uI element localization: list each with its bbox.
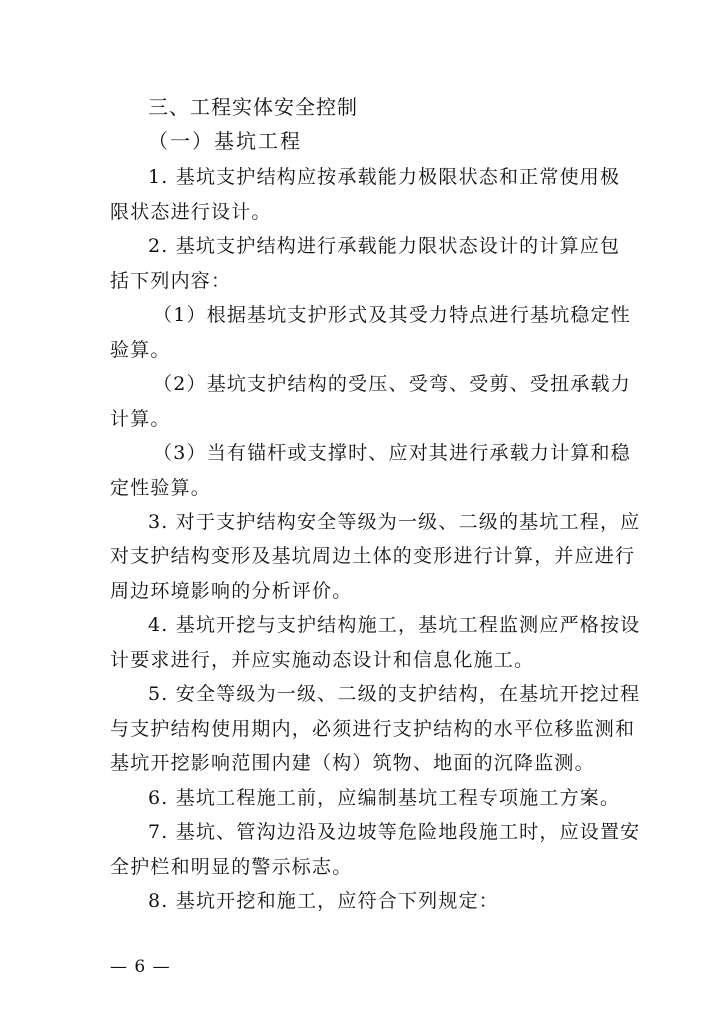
text-line-20: 7. 基坑、管沟边沿及边坡等危险地段施工时，应设置安 bbox=[148, 821, 641, 843]
text-line-22: 8. 基坑开挖和施工，应符合下列规定： bbox=[148, 890, 499, 912]
text-line-2: 限状态进行设计。 bbox=[110, 201, 272, 223]
text-line-3: 2. 基坑支护结构进行承载能力限状态设计的计算应包 bbox=[148, 235, 621, 257]
text-line-4: 括下列内容： bbox=[110, 270, 232, 292]
text-line-8: 计算。 bbox=[110, 408, 171, 430]
text-line-1: 1. 基坑支护结构应按承载能力极限状态和正常使用极 bbox=[148, 166, 621, 188]
text-line-15: 计要求进行，并应实施动态设计和信息化施工。 bbox=[110, 649, 535, 671]
text-line-12: 对支护结构变形及基坑周边土体的变形进行计算，并应进行 bbox=[110, 545, 636, 567]
subsection-heading: （一）基坑工程 bbox=[148, 129, 302, 153]
section-heading: 三、工程实体安全控制 bbox=[148, 95, 358, 119]
text-line-7: （2）基坑支护结构的受压、受弯、受剪、受扭承载力 bbox=[153, 373, 631, 395]
text-line-17: 与支护结构使用期内，必须进行支护结构的水平位移监测和 bbox=[110, 718, 636, 740]
text-line-18: 基坑开挖影响范围内建（构）筑物、地面的沉降监测。 bbox=[110, 752, 595, 774]
text-line-13: 周边环境影响的分析评价。 bbox=[110, 580, 353, 602]
text-line-21: 全护栏和明显的警示标志。 bbox=[110, 856, 353, 878]
text-line-11: 3. 对于支护结构安全等级为一级、二级的基坑工程，应 bbox=[148, 511, 641, 533]
text-line-19: 6. 基坑工程施工前，应编制基坑工程专项施工方案。 bbox=[148, 787, 621, 809]
page-number: — 6 — bbox=[110, 957, 171, 977]
text-line-10: 定性验算。 bbox=[110, 477, 212, 499]
text-line-6: 验算。 bbox=[110, 339, 171, 361]
text-line-9: （3）当有锚杆或支撑时、应对其进行承载力计算和稳 bbox=[153, 442, 631, 464]
text-line-16: 5. 安全等级为一级、二级的支护结构，在基坑开挖过程 bbox=[148, 683, 641, 705]
text-line-5: （1）根据基坑支护形式及其受力特点进行基坑稳定性 bbox=[153, 304, 631, 326]
text-line-14: 4. 基坑开挖与支护结构施工，基坑工程监测应严格按设 bbox=[148, 614, 641, 636]
